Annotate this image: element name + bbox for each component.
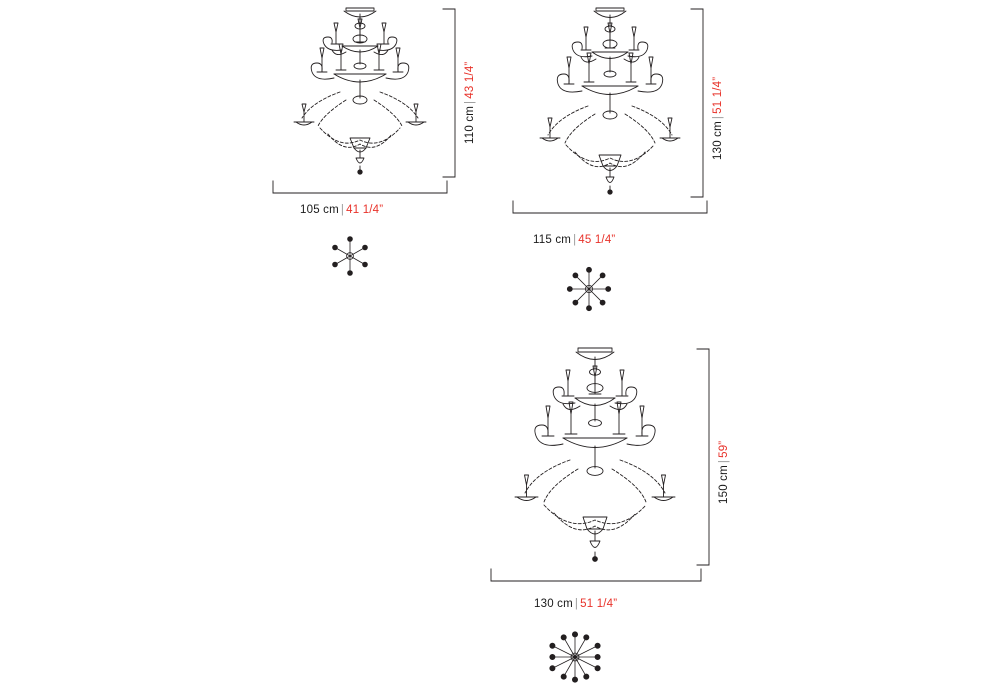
chandelier-small-height-dimension <box>442 8 458 178</box>
width-inch: 51 1/4” <box>580 598 618 610</box>
chandelier-medium-width-dimension <box>512 200 708 216</box>
separator: | <box>574 598 579 610</box>
height-cm: 150 cm <box>718 465 730 504</box>
separator: | <box>712 115 724 120</box>
width-inch: 45 1/4” <box>578 234 616 246</box>
chandelier-small-width-label <box>300 204 383 216</box>
width-cm: 115 cm <box>533 234 572 246</box>
chandelier-medium-height-dimension <box>690 8 706 198</box>
chandelier-small-width-dimension <box>272 180 448 196</box>
chandelier-large-width-dimension <box>490 568 702 584</box>
chandelier-large-height-label <box>718 441 730 504</box>
separator: | <box>464 100 476 104</box>
chandelier-small-elevation <box>250 0 470 200</box>
chandelier-large-width-label <box>534 598 617 610</box>
height-inch: 43 1/4” <box>464 61 476 99</box>
chandelier-large-top-view <box>540 622 610 692</box>
width-inch: 41 1/4” <box>346 204 384 216</box>
separator: | <box>718 459 730 464</box>
height-inch: 51 1/4” <box>712 76 724 114</box>
chandelier-medium-top-view <box>558 258 620 320</box>
chandelier-large-drawing <box>470 340 720 590</box>
chandelier-large-elevation <box>470 340 720 590</box>
width-cm: 130 cm <box>534 598 573 610</box>
chandelier-medium-elevation <box>500 0 720 220</box>
chandelier-medium-height-label <box>712 77 724 160</box>
width-cm: 105 cm <box>300 204 339 216</box>
chandelier-small-drawing <box>250 0 470 200</box>
chandelier-medium-width-label <box>533 234 615 246</box>
height-cm: 130 cm <box>712 121 724 160</box>
separator: | <box>340 204 345 216</box>
separator: | <box>573 234 577 246</box>
height-cm: 110 cm <box>464 105 476 144</box>
chandelier-medium-drawing <box>500 0 720 220</box>
chandelier-small-top-view <box>322 228 378 284</box>
height-inch: 59” <box>718 440 730 458</box>
chandelier-large-height-dimension <box>696 348 712 566</box>
chandelier-small-height-label <box>464 62 476 144</box>
